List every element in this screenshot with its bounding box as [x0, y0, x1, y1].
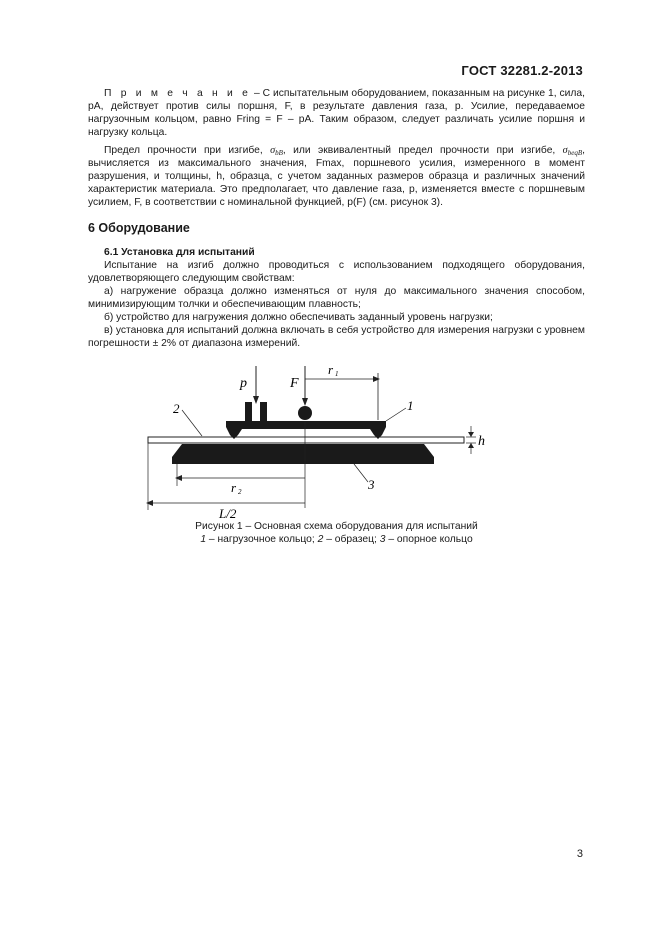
sigma-subscript: beqB — [567, 149, 583, 157]
note-paragraph — [88, 87, 585, 139]
label-r1: r — [328, 362, 334, 377]
requirement-item: в) установка для испытаний должна включать в себя устройство для измерения нагрузки с уровнем погрешности ± 2% от диапазона измерений. — [88, 325, 585, 349]
strength-paragraph — [88, 144, 585, 209]
figure-title: Рисунок 1 – Основная схема оборудования для испытаний — [195, 521, 478, 532]
page-number: 3 — [576, 848, 583, 860]
label-h: h — [478, 434, 485, 449]
requirement-item: а) нагружение образца должно изменяться от нуля до максимального значения способом, минимизирующим толчки и обеспечивающим плавность; — [88, 286, 585, 310]
section-6-1-intro: Испытание на изгиб должно проводиться с использованием подходящего оборудования, удовлетворяющего следующим свойствам: — [88, 260, 585, 284]
note-label: П р и м е ч а н и е — [104, 88, 252, 99]
section-6-heading: 6 Оборудование — [88, 221, 190, 235]
figure-caption — [88, 520, 585, 546]
label-r2: r — [231, 480, 237, 495]
label-3: 3 — [368, 477, 375, 492]
label-r2-sub: 2 — [238, 488, 242, 496]
pressure-arrow — [253, 396, 259, 404]
label-L2: L/2 — [219, 506, 237, 520]
note-text: – С испытательным оборудованием, показанным на рисунке 1, сила, pA, действует против силы поршня, F, в результате давления газа, p. Усилие, передаваемое нагрузочным кольцом, равно Fring = F – pA. Таким образом, следует различать усилие поршня и нагрузку кольца. — [88, 88, 585, 138]
sigma-symbol: σ — [562, 145, 568, 156]
para-text: , или эквивалентный предел прочности при изгибе, — [282, 145, 563, 156]
label-r1-sub: 1 — [335, 370, 339, 378]
para-text: Предел прочности при изгибе, — [104, 145, 271, 156]
piston-right — [260, 402, 267, 427]
equipment-diagram — [130, 360, 500, 520]
label-p: p — [240, 376, 247, 391]
requirement-item: б) устройство для нагружения должно обеспечивать заданный уровень нагрузки; — [104, 312, 493, 323]
section-6-1 — [88, 246, 585, 350]
sigma-symbol: σ — [270, 145, 276, 156]
section-6-1-heading: 6.1 Установка для испытаний — [104, 247, 255, 258]
label-F: F — [290, 376, 299, 391]
load-ball — [298, 406, 312, 420]
figure-legend: 1 – нагрузочное кольцо; 2 – образец; 3 – опорное кольцо — [200, 534, 473, 545]
specimen-plate — [148, 437, 464, 443]
sigma-subscript: bB — [275, 149, 283, 157]
support-ring — [172, 444, 434, 464]
para-text: , вычисляется из максимального значения, Fmax, поршневого усилия, измеренного в момент разрушения, и толщины, h, образца, с учетом заданных размеров образца и различных значений характеристик материала. Это предполагает, что давление газа, p, изменяется вместе с поршневым усилием, F, в соответствии с номинальной функцией, p(F) (см. рисунок 3). — [88, 145, 585, 208]
label-1: 1 — [407, 398, 414, 413]
force-arrow — [302, 398, 308, 406]
piston-left — [245, 402, 252, 427]
document-id: ГОСТ 32281.2-2013 — [461, 63, 583, 78]
label-2: 2 — [173, 401, 180, 416]
